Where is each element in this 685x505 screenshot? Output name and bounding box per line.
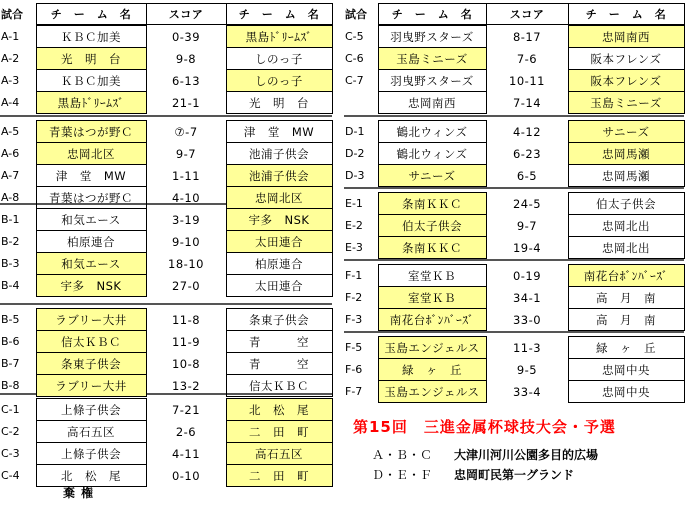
match-score: 1-11	[171, 168, 201, 183]
match-score: 7-6	[516, 51, 538, 66]
team-name: 高 月 南	[568, 287, 684, 309]
team-name: 伯太子供会	[568, 193, 684, 215]
match-row	[0, 187, 332, 209]
match-row	[344, 26, 684, 48]
match-score: 0-10	[171, 468, 201, 483]
team-name: 信太ＫＢＣ	[226, 375, 332, 397]
match-row	[0, 375, 332, 397]
match-code: F-1	[345, 269, 363, 282]
match-row	[0, 26, 332, 48]
match-code: D-3	[345, 169, 365, 182]
match-group-table	[344, 192, 685, 259]
winning-team: 高石五区	[226, 443, 332, 465]
tournament-title: 第15回 三進金属杯球技大会・予選	[353, 418, 616, 436]
match-code: A-8	[1, 191, 20, 204]
match-code: A-2	[1, 52, 20, 65]
match-group-table	[344, 120, 685, 187]
team-name: 津 堂 MW	[226, 121, 332, 143]
match-code: B-4	[1, 279, 20, 292]
match-score: 27-0	[171, 278, 201, 293]
team-name: 青 空	[226, 331, 332, 353]
match-row	[0, 353, 332, 375]
match-score: 10-8	[171, 356, 201, 371]
match-score: 11-8	[171, 312, 201, 327]
team-name: 忠岡北出	[568, 237, 684, 259]
header-team-name: チ ー ム 名	[378, 4, 486, 25]
match-code: B-7	[1, 357, 20, 370]
match-code: F-2	[345, 291, 363, 304]
team-name: 忠岡馬瀬	[568, 165, 684, 187]
match-code: B-1	[1, 213, 20, 226]
match-code: A-7	[1, 169, 20, 182]
match-row	[344, 287, 684, 309]
match-code: F-7	[345, 385, 363, 398]
match-code: E-1	[345, 197, 363, 210]
match-row	[0, 70, 332, 92]
match-code: B-2	[1, 235, 20, 248]
team-name: しのっ子	[226, 48, 332, 70]
winning-team: ラブリー大井	[36, 375, 146, 397]
winning-team: 玉島ミニーズ	[378, 48, 486, 70]
match-code: D-2	[345, 147, 365, 160]
header-score: スコア	[486, 4, 568, 25]
winning-team: 室堂ＫＢ	[378, 287, 486, 309]
match-score: 4-11	[171, 446, 201, 461]
match-code: A-6	[1, 147, 20, 160]
header-team-name: チ ー ム 名	[226, 4, 332, 25]
winning-team: しのっ子	[226, 70, 332, 92]
match-score: 21-1	[171, 95, 201, 110]
match-row	[344, 143, 684, 165]
match-score: 34-1	[512, 290, 542, 305]
team-name: 柏原連合	[36, 231, 146, 253]
match-group-table	[0, 25, 333, 114]
team-name: 室堂ＫＢ	[378, 265, 486, 287]
match-score: 13-2	[171, 378, 201, 393]
match-row	[344, 309, 684, 331]
team-name: 羽曳野スターズ	[378, 70, 486, 92]
match-code: C-6	[345, 52, 364, 65]
match-score: 6-23	[512, 146, 542, 161]
match-row	[0, 331, 332, 353]
match-score: 33-0	[512, 312, 542, 327]
venue-groups: Ａ・Ｂ・Ｃ	[372, 448, 433, 462]
match-score: ⑦-7	[174, 124, 198, 139]
winning-team: 緑 ヶ 丘	[378, 359, 486, 381]
match-row	[0, 309, 332, 331]
match-row	[344, 165, 684, 187]
winning-team: 南花台ﾎﾞﾝﾊﾞｰｽﾞ	[568, 265, 684, 287]
match-score: 9-8	[175, 51, 197, 66]
match-row	[0, 121, 332, 143]
venue-line	[372, 446, 598, 463]
match-row	[0, 165, 332, 187]
match-row	[344, 265, 684, 287]
team-name: 緑 ヶ 丘	[568, 337, 684, 359]
match-code: C-1	[1, 403, 20, 416]
match-score: 9-10	[171, 234, 201, 249]
match-code	[344, 92, 378, 114]
match-code: E-2	[345, 219, 363, 232]
group-separator	[344, 259, 684, 261]
team-name: 忠岡北出	[568, 215, 684, 237]
results-header	[0, 3, 333, 25]
match-score: 24-5	[512, 196, 542, 211]
winning-team: 和気エース	[36, 253, 146, 275]
match-code: D-1	[345, 125, 365, 138]
team-name: 鶴北ウィンズ	[378, 143, 486, 165]
match-row	[0, 275, 332, 297]
winning-team: 忠岡北区	[36, 143, 146, 165]
team-name: 高 月 南	[568, 309, 684, 331]
match-row	[0, 209, 332, 231]
header-team-name: チ ー ム 名	[36, 4, 146, 25]
team-name: 青 空	[226, 353, 332, 375]
match-score: 4-10	[171, 190, 201, 205]
results-header	[344, 3, 685, 25]
match-score: 11-3	[512, 340, 542, 355]
match-row	[344, 215, 684, 237]
match-score: 7-14	[512, 95, 542, 110]
match-score: 11-9	[171, 334, 201, 349]
winning-team: 黒島ﾄﾞﾘｰﾑｽﾞ	[36, 92, 146, 114]
match-score: 10-11	[509, 73, 545, 88]
team-name: 高石五区	[36, 421, 146, 443]
team-name: 和気エース	[36, 209, 146, 231]
group-separator	[344, 331, 684, 333]
venue-place: 大津川河川公園多目的広場	[454, 448, 599, 462]
group-separator	[0, 115, 332, 117]
match-score: 33-4	[512, 384, 542, 399]
match-row	[344, 92, 684, 114]
winning-team: 宇多 NSK	[226, 209, 332, 231]
team-name: 忠岡中央	[568, 359, 684, 381]
match-row	[0, 443, 332, 465]
match-row	[344, 337, 684, 359]
winning-team: 玉島エンジェルス	[378, 381, 486, 403]
venue-place: 忠岡町民第一グランド	[454, 468, 575, 482]
match-score: 6-13	[171, 73, 201, 88]
match-group-table	[344, 264, 685, 331]
match-code: B-3	[1, 257, 20, 270]
team-name: 池浦子供会	[226, 143, 332, 165]
match-row	[0, 465, 332, 487]
winning-team: 北 松 尾	[226, 399, 332, 421]
match-code: A-4	[1, 96, 20, 109]
winning-team: 条南ＫＫＣ	[378, 237, 486, 259]
match-code: A-5	[1, 125, 20, 138]
winning-team: 宇多 NSK	[36, 275, 146, 297]
winning-team: 忠岡馬瀬	[568, 143, 684, 165]
team-name: 忠岡中央	[568, 381, 684, 403]
team-name: 忠岡南西	[378, 92, 486, 114]
team-name: 羽曳野スターズ	[378, 26, 486, 48]
group-separator	[0, 303, 332, 305]
winning-team: 池浦子供会	[226, 165, 332, 187]
team-name: 柏原連合	[226, 253, 332, 275]
match-row	[0, 48, 332, 70]
match-code: A-1	[1, 30, 20, 43]
match-row	[0, 92, 332, 114]
match-row	[344, 237, 684, 259]
match-score: 9-5	[516, 362, 538, 377]
winning-team: 南花台ﾎﾞﾝﾊﾞｰｽﾞ	[378, 309, 486, 331]
header-team-name: チ ー ム 名	[568, 4, 684, 25]
winning-team: 太田連合	[226, 231, 332, 253]
match-group-table	[344, 336, 685, 403]
match-score: 18-10	[168, 256, 204, 271]
header-score: スコア	[146, 4, 226, 25]
match-group-table	[344, 25, 685, 114]
match-code: A-3	[1, 74, 20, 87]
team-name: 光 明 台	[226, 92, 332, 114]
team-name: ＫＢＣ加美	[36, 70, 146, 92]
match-code: C-4	[1, 469, 20, 482]
match-score: 9-7	[516, 218, 538, 233]
match-group-table	[0, 398, 333, 487]
match-code: B-6	[1, 335, 20, 348]
match-code: C-5	[345, 30, 364, 43]
match-score: 0-39	[171, 29, 201, 44]
match-score: 2-6	[175, 424, 197, 439]
team-name: 上條子供会	[36, 443, 146, 465]
match-row	[344, 121, 684, 143]
match-score: 9-7	[175, 146, 197, 161]
match-score: 0-19	[512, 268, 542, 283]
group-separator	[344, 115, 684, 117]
match-group-table	[0, 308, 333, 397]
match-row	[0, 253, 332, 275]
winning-team: 黒島ﾄﾞﾘｰﾑｽﾞ	[226, 26, 332, 48]
winning-team: サニーズ	[378, 165, 486, 187]
winning-team: 条東子供会	[36, 353, 146, 375]
match-score: 8-17	[512, 29, 542, 44]
winning-team: 忠岡北区	[226, 187, 332, 209]
team-name: 青葉はつが野Ｃ	[36, 187, 146, 209]
team-name: 条東子供会	[226, 309, 332, 331]
header-match-code: 試合	[345, 8, 367, 21]
match-group-table	[0, 208, 333, 297]
match-score: 3-19	[171, 212, 201, 227]
match-score: 19-4	[512, 240, 542, 255]
match-row	[0, 399, 332, 421]
winning-team: 伯太子供会	[378, 215, 486, 237]
match-code: B-8	[1, 379, 20, 392]
winning-team: 玉島エンジェルス	[378, 337, 486, 359]
venue-line	[372, 466, 574, 483]
team-name: 阪本フレンズ	[568, 48, 684, 70]
venue-groups: Ｄ・Ｅ・Ｆ	[372, 468, 433, 482]
match-group-table	[0, 120, 333, 209]
match-code: E-3	[345, 241, 363, 254]
team-name: ＫＢＣ加美	[36, 26, 146, 48]
match-row	[344, 359, 684, 381]
winning-team: 青葉はつが野Ｃ	[36, 121, 146, 143]
match-code: C-3	[1, 447, 20, 460]
winning-team: 玉島ミニーズ	[568, 92, 684, 114]
header-match-code: 試合	[1, 8, 23, 21]
match-row	[344, 70, 684, 92]
match-row	[0, 231, 332, 253]
group-separator	[344, 187, 684, 189]
match-code: C-7	[345, 74, 364, 87]
winning-team: サニーズ	[568, 121, 684, 143]
match-code: F-3	[345, 313, 363, 326]
team-name: 上條子供会	[36, 399, 146, 421]
match-score: 4-12	[512, 124, 542, 139]
match-code: B-5	[1, 313, 20, 326]
match-row	[344, 193, 684, 215]
match-code: F-6	[345, 363, 363, 376]
match-score: 6-5	[516, 168, 538, 183]
match-row	[0, 421, 332, 443]
match-row	[0, 143, 332, 165]
winning-team: 阪本フレンズ	[568, 70, 684, 92]
winning-team: ラブリー大井	[36, 309, 146, 331]
forfeit-note: 棄権	[63, 486, 100, 500]
match-row	[344, 48, 684, 70]
team-name: 太田連合	[226, 275, 332, 297]
match-code: C-2	[1, 425, 20, 438]
winning-team: 忠岡南西	[568, 26, 684, 48]
match-row	[344, 381, 684, 403]
winning-team: 二 田 町	[226, 421, 332, 443]
winning-team: 光 明 台	[36, 48, 146, 70]
winning-team: 条南ＫＫＣ	[378, 193, 486, 215]
match-code: F-5	[345, 341, 363, 354]
team-name: 津 堂 MW	[36, 165, 146, 187]
match-score: 7-21	[171, 402, 201, 417]
winning-team: 二 田 町	[226, 465, 332, 487]
winning-team: 信太ＫＢＣ	[36, 331, 146, 353]
team-name: 鶴北ウィンズ	[378, 121, 486, 143]
team-name: 北 松 尾	[36, 465, 146, 487]
